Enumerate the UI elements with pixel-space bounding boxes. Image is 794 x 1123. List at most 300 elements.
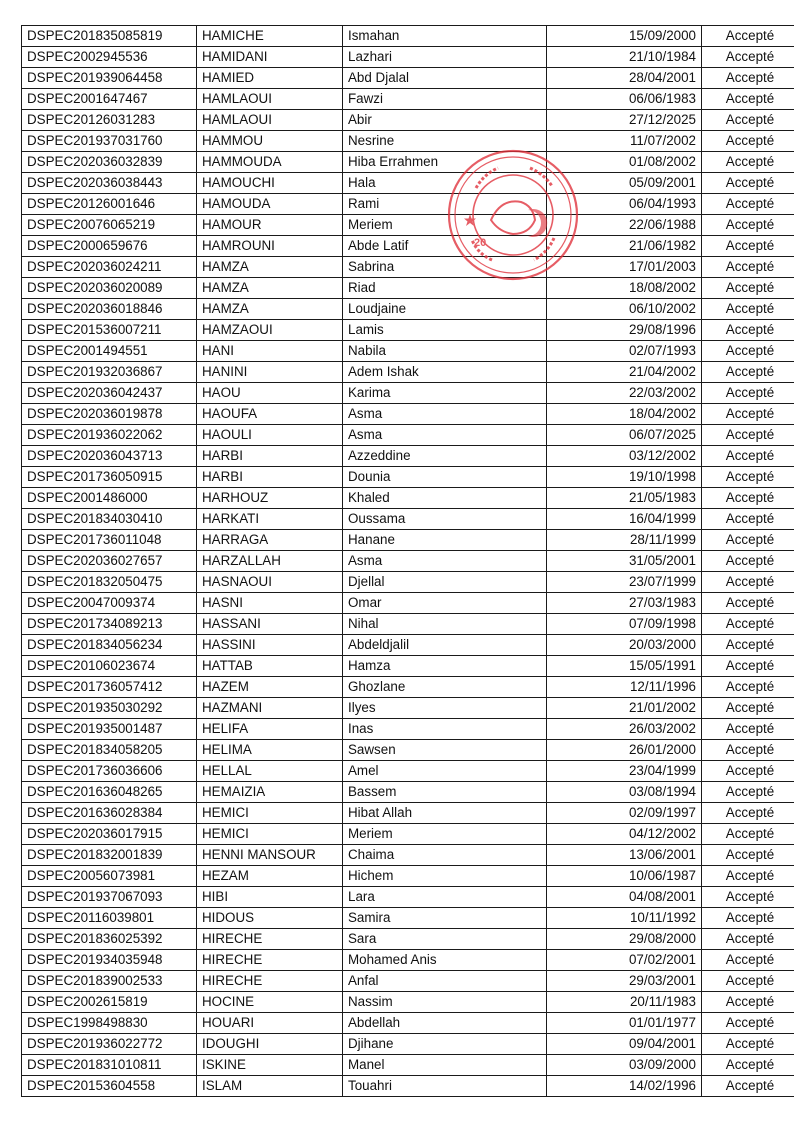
candidate-id-cell: DSPEC201935030292 <box>22 698 197 719</box>
candidate-id-cell: DSPEC202036032839 <box>22 152 197 173</box>
birth-date-cell: 06/10/2002 <box>547 299 702 320</box>
last-name-cell: HARZALLAH <box>197 551 343 572</box>
candidate-id-cell: DSPEC202036019878 <box>22 404 197 425</box>
candidate-id-cell: DSPEC202036017915 <box>22 824 197 845</box>
birth-date-cell: 02/07/1993 <box>547 341 702 362</box>
last-name-cell: HAMZA <box>197 257 343 278</box>
table-row <box>22 446 794 467</box>
status-cell: Accepté <box>702 26 794 47</box>
last-name-cell: HELLAL <box>197 761 343 782</box>
last-name-cell: ISKINE <box>197 1055 343 1076</box>
first-name-cell: Anfal <box>343 971 547 992</box>
table-row <box>22 257 794 278</box>
first-name-cell: Ismahan <box>343 26 547 47</box>
first-name-cell: Bassem <box>343 782 547 803</box>
status-cell: Accepté <box>702 782 794 803</box>
last-name-cell: HOCINE <box>197 992 343 1013</box>
birth-date-cell: 26/01/2000 <box>547 740 702 761</box>
status-cell: Accepté <box>702 887 794 908</box>
status-cell: Accepté <box>702 173 794 194</box>
first-name-cell: Meriem <box>343 824 547 845</box>
first-name-cell: Fawzi <box>343 89 547 110</box>
candidate-id-cell: DSPEC201834058205 <box>22 740 197 761</box>
birth-date-cell: 23/04/1999 <box>547 761 702 782</box>
first-name-cell: Lamis <box>343 320 547 341</box>
status-cell: Accepté <box>702 740 794 761</box>
table-row <box>22 908 794 929</box>
first-name-cell: Amel <box>343 761 547 782</box>
last-name-cell: HAOU <box>197 383 343 404</box>
status-cell: Accepté <box>702 1076 794 1097</box>
status-cell: Accepté <box>702 824 794 845</box>
first-name-cell: Mohamed Anis <box>343 950 547 971</box>
candidate-id-cell: DSPEC202036027657 <box>22 551 197 572</box>
candidate-id-cell: DSPEC201736050915 <box>22 467 197 488</box>
last-name-cell: HIRECHE <box>197 929 343 950</box>
candidate-id-cell: DSPEC2001486000 <box>22 488 197 509</box>
first-name-cell: Hichem <box>343 866 547 887</box>
status-cell: Accepté <box>702 614 794 635</box>
table-row <box>22 719 794 740</box>
birth-date-cell: 28/11/1999 <box>547 530 702 551</box>
first-name-cell: Lazhari <box>343 47 547 68</box>
table-row <box>22 1013 794 1034</box>
candidate-id-cell: DSPEC201937031760 <box>22 131 197 152</box>
birth-date-cell: 16/04/1999 <box>547 509 702 530</box>
first-name-cell: Karima <box>343 383 547 404</box>
last-name-cell: ISLAM <box>197 1076 343 1097</box>
last-name-cell: HIDOUS <box>197 908 343 929</box>
status-cell: Accepté <box>702 530 794 551</box>
table-row <box>22 173 794 194</box>
status-cell: Accepté <box>702 47 794 68</box>
candidate-id-cell: DSPEC201636048265 <box>22 782 197 803</box>
table-row <box>22 803 794 824</box>
birth-date-cell: 13/06/2001 <box>547 845 702 866</box>
birth-date-cell: 26/03/2002 <box>547 719 702 740</box>
last-name-cell: HIRECHE <box>197 950 343 971</box>
birth-date-cell: 31/05/2001 <box>547 551 702 572</box>
status-cell: Accepté <box>702 89 794 110</box>
birth-date-cell: 07/09/1998 <box>547 614 702 635</box>
first-name-cell: Manel <box>343 1055 547 1076</box>
last-name-cell: HAMLAOUI <box>197 110 343 131</box>
last-name-cell: HASNAOUI <box>197 572 343 593</box>
last-name-cell: HELIMA <box>197 740 343 761</box>
birth-date-cell: 29/08/2000 <box>547 929 702 950</box>
table-row <box>22 299 794 320</box>
candidates-table <box>21 25 794 1097</box>
table-row <box>22 1076 794 1097</box>
table-row <box>22 236 794 257</box>
birth-date-cell: 03/12/2002 <box>547 446 702 467</box>
candidate-id-cell: DSPEC20056073981 <box>22 866 197 887</box>
table-row <box>22 971 794 992</box>
birth-date-cell: 22/03/2002 <box>547 383 702 404</box>
candidate-id-cell: DSPEC2001647467 <box>22 89 197 110</box>
table-row <box>22 509 794 530</box>
status-cell: Accepté <box>702 950 794 971</box>
status-cell: Accepté <box>702 929 794 950</box>
candidate-id-cell: DSPEC2001494551 <box>22 341 197 362</box>
status-cell: Accepté <box>702 1034 794 1055</box>
table-row <box>22 992 794 1013</box>
last-name-cell: HEMICI <box>197 803 343 824</box>
status-cell: Accepté <box>702 383 794 404</box>
last-name-cell: HARKATI <box>197 509 343 530</box>
birth-date-cell: 17/01/2003 <box>547 257 702 278</box>
status-cell: Accepté <box>702 110 794 131</box>
birth-date-cell: 27/12/2025 <box>547 110 702 131</box>
candidate-id-cell: DSPEC20047009374 <box>22 593 197 614</box>
last-name-cell: HEMICI <box>197 824 343 845</box>
table-row <box>22 845 794 866</box>
first-name-cell: Sabrina <box>343 257 547 278</box>
status-cell: Accepté <box>702 152 794 173</box>
birth-date-cell: 18/04/2002 <box>547 404 702 425</box>
table-row <box>22 110 794 131</box>
first-name-cell: Asma <box>343 404 547 425</box>
table-row <box>22 572 794 593</box>
candidate-id-cell: DSPEC201936022772 <box>22 1034 197 1055</box>
first-name-cell: Samira <box>343 908 547 929</box>
last-name-cell: HOUARI <box>197 1013 343 1034</box>
last-name-cell: HAMICHE <box>197 26 343 47</box>
status-cell: Accepté <box>702 572 794 593</box>
first-name-cell: Hamza <box>343 656 547 677</box>
birth-date-cell: 03/08/1994 <box>547 782 702 803</box>
candidate-id-cell: DSPEC201734089213 <box>22 614 197 635</box>
first-name-cell: Djellal <box>343 572 547 593</box>
table-row <box>22 26 794 47</box>
first-name-cell: Abd Djalal <box>343 68 547 89</box>
first-name-cell: Azzeddine <box>343 446 547 467</box>
table-row <box>22 194 794 215</box>
first-name-cell: Inas <box>343 719 547 740</box>
birth-date-cell: 06/04/1993 <box>547 194 702 215</box>
birth-date-cell: 01/01/1977 <box>547 1013 702 1034</box>
first-name-cell: Meriem <box>343 215 547 236</box>
last-name-cell: HELIFA <box>197 719 343 740</box>
last-name-cell: HEZAM <box>197 866 343 887</box>
first-name-cell: Dounia <box>343 467 547 488</box>
birth-date-cell: 06/06/1983 <box>547 89 702 110</box>
last-name-cell: HASSANI <box>197 614 343 635</box>
status-cell: Accepté <box>702 320 794 341</box>
status-cell: Accepté <box>702 299 794 320</box>
first-name-cell: Loudjaine <box>343 299 547 320</box>
status-cell: Accepté <box>702 971 794 992</box>
status-cell: Accepté <box>702 467 794 488</box>
table-row <box>22 824 794 845</box>
status-cell: Accepté <box>702 845 794 866</box>
first-name-cell: Nesrine <box>343 131 547 152</box>
candidate-id-cell: DSPEC1998498830 <box>22 1013 197 1034</box>
status-cell: Accepté <box>702 194 794 215</box>
first-name-cell: Adem Ishak <box>343 362 547 383</box>
candidate-id-cell: DSPEC201835085819 <box>22 26 197 47</box>
first-name-cell: Ghozlane <box>343 677 547 698</box>
table-row <box>22 131 794 152</box>
birth-date-cell: 19/10/1998 <box>547 467 702 488</box>
table-row <box>22 950 794 971</box>
first-name-cell: Abde Latif <box>343 236 547 257</box>
status-cell: Accepté <box>702 131 794 152</box>
status-cell: Accepté <box>702 908 794 929</box>
candidate-id-cell: DSPEC201834056234 <box>22 635 197 656</box>
birth-date-cell: 15/05/1991 <box>547 656 702 677</box>
last-name-cell: IDOUGHI <box>197 1034 343 1055</box>
first-name-cell: Sara <box>343 929 547 950</box>
last-name-cell: HAMOUCHI <box>197 173 343 194</box>
status-cell: Accepté <box>702 1013 794 1034</box>
first-name-cell: Riad <box>343 278 547 299</box>
candidate-id-cell: DSPEC2000659676 <box>22 236 197 257</box>
status-cell: Accepté <box>702 215 794 236</box>
status-cell: Accepté <box>702 593 794 614</box>
candidate-id-cell: DSPEC201836025392 <box>22 929 197 950</box>
last-name-cell: HAMROUNI <box>197 236 343 257</box>
status-cell: Accepté <box>702 551 794 572</box>
birth-date-cell: 12/11/1996 <box>547 677 702 698</box>
last-name-cell: HENNI MANSOUR <box>197 845 343 866</box>
status-cell: Accepté <box>702 425 794 446</box>
first-name-cell: Sawsen <box>343 740 547 761</box>
last-name-cell: HAMOUDA <box>197 194 343 215</box>
candidate-id-cell: DSPEC20153604558 <box>22 1076 197 1097</box>
candidate-id-cell: DSPEC201834030410 <box>22 509 197 530</box>
birth-date-cell: 10/11/1992 <box>547 908 702 929</box>
candidate-id-cell: DSPEC201936022062 <box>22 425 197 446</box>
last-name-cell: HAMZA <box>197 278 343 299</box>
first-name-cell: Oussama <box>343 509 547 530</box>
birth-date-cell: 21/01/2002 <box>547 698 702 719</box>
status-cell: Accepté <box>702 761 794 782</box>
last-name-cell: HASSINI <box>197 635 343 656</box>
first-name-cell: Djihane <box>343 1034 547 1055</box>
first-name-cell: Rami <box>343 194 547 215</box>
last-name-cell: HARBI <box>197 467 343 488</box>
last-name-cell: HAMZAOUI <box>197 320 343 341</box>
table-row <box>22 866 794 887</box>
last-name-cell: HIRECHE <box>197 971 343 992</box>
candidate-id-cell: DSPEC201736036606 <box>22 761 197 782</box>
birth-date-cell: 29/03/2001 <box>547 971 702 992</box>
birth-date-cell: 15/09/2000 <box>547 26 702 47</box>
candidate-id-cell: DSPEC201932036867 <box>22 362 197 383</box>
last-name-cell: HAMIED <box>197 68 343 89</box>
last-name-cell: HANI <box>197 341 343 362</box>
first-name-cell: Hanane <box>343 530 547 551</box>
candidate-id-cell: DSPEC202036024211 <box>22 257 197 278</box>
table-row <box>22 593 794 614</box>
last-name-cell: HAMLAOUI <box>197 89 343 110</box>
table-row <box>22 152 794 173</box>
first-name-cell: Abdellah <box>343 1013 547 1034</box>
candidate-id-cell: DSPEC201536007211 <box>22 320 197 341</box>
first-name-cell: Khaled <box>343 488 547 509</box>
status-cell: Accepté <box>702 362 794 383</box>
last-name-cell: HAMZA <box>197 299 343 320</box>
status-cell: Accepté <box>702 341 794 362</box>
candidate-id-cell: DSPEC201832001839 <box>22 845 197 866</box>
candidate-id-cell: DSPEC20076065219 <box>22 215 197 236</box>
status-cell: Accepté <box>702 509 794 530</box>
candidate-id-cell: DSPEC201736057412 <box>22 677 197 698</box>
last-name-cell: HAMOUR <box>197 215 343 236</box>
table-row <box>22 929 794 950</box>
first-name-cell: Touahri <box>343 1076 547 1097</box>
status-cell: Accepté <box>702 446 794 467</box>
candidate-id-cell: DSPEC202036042437 <box>22 383 197 404</box>
table-row <box>22 383 794 404</box>
status-cell: Accepté <box>702 719 794 740</box>
last-name-cell: HAZEM <box>197 677 343 698</box>
status-cell: Accepté <box>702 257 794 278</box>
table-row <box>22 215 794 236</box>
first-name-cell: Asma <box>343 425 547 446</box>
first-name-cell: Abir <box>343 110 547 131</box>
first-name-cell: Lara <box>343 887 547 908</box>
status-cell: Accepté <box>702 488 794 509</box>
table-row <box>22 614 794 635</box>
birth-date-cell: 18/08/2002 <box>547 278 702 299</box>
candidate-id-cell: DSPEC201736011048 <box>22 530 197 551</box>
status-cell: Accepté <box>702 992 794 1013</box>
birth-date-cell: 27/03/1983 <box>547 593 702 614</box>
candidate-id-cell: DSPEC201935001487 <box>22 719 197 740</box>
last-name-cell: HARRAGA <box>197 530 343 551</box>
birth-date-cell: 20/11/1983 <box>547 992 702 1013</box>
table-row <box>22 278 794 299</box>
status-cell: Accepté <box>702 677 794 698</box>
table-row <box>22 740 794 761</box>
table-row <box>22 782 794 803</box>
first-name-cell: Nassim <box>343 992 547 1013</box>
status-cell: Accepté <box>702 278 794 299</box>
status-cell: Accepté <box>702 404 794 425</box>
birth-date-cell: 01/08/2002 <box>547 152 702 173</box>
birth-date-cell: 28/04/2001 <box>547 68 702 89</box>
first-name-cell: Hibat Allah <box>343 803 547 824</box>
candidate-id-cell: DSPEC20126031283 <box>22 110 197 131</box>
status-cell: Accepté <box>702 656 794 677</box>
last-name-cell: HAOULI <box>197 425 343 446</box>
status-cell: Accepté <box>702 866 794 887</box>
status-cell: Accepté <box>702 1055 794 1076</box>
birth-date-cell: 04/12/2002 <box>547 824 702 845</box>
birth-date-cell: 10/06/1987 <box>547 866 702 887</box>
table-row <box>22 404 794 425</box>
last-name-cell: HAOUFA <box>197 404 343 425</box>
candidate-id-cell: DSPEC201939064458 <box>22 68 197 89</box>
birth-date-cell: 21/04/2002 <box>547 362 702 383</box>
candidate-id-cell: DSPEC201839002533 <box>22 971 197 992</box>
table-row <box>22 635 794 656</box>
table-row <box>22 656 794 677</box>
status-cell: Accepté <box>702 236 794 257</box>
status-cell: Accepté <box>702 803 794 824</box>
table-row <box>22 551 794 572</box>
birth-date-cell: 14/02/1996 <box>547 1076 702 1097</box>
table-row <box>22 530 794 551</box>
table-row <box>22 68 794 89</box>
birth-date-cell: 20/03/2000 <box>547 635 702 656</box>
first-name-cell: Nabila <box>343 341 547 362</box>
candidates-table-body <box>22 26 794 1097</box>
table-row <box>22 1034 794 1055</box>
first-name-cell: Hala <box>343 173 547 194</box>
first-name-cell: Hiba Errahmen <box>343 152 547 173</box>
birth-date-cell: 21/05/1983 <box>547 488 702 509</box>
candidate-id-cell: DSPEC202036018846 <box>22 299 197 320</box>
birth-date-cell: 04/08/2001 <box>547 887 702 908</box>
candidate-id-cell: DSPEC20116039801 <box>22 908 197 929</box>
table-row <box>22 89 794 110</box>
table-row <box>22 698 794 719</box>
birth-date-cell: 05/09/2001 <box>547 173 702 194</box>
status-cell: Accepté <box>702 68 794 89</box>
candidate-id-cell: DSPEC20106023674 <box>22 656 197 677</box>
birth-date-cell: 07/02/2001 <box>547 950 702 971</box>
birth-date-cell: 21/06/1982 <box>547 236 702 257</box>
last-name-cell: HAMMOUDA <box>197 152 343 173</box>
table-row <box>22 887 794 908</box>
first-name-cell: Chaima <box>343 845 547 866</box>
candidate-id-cell: DSPEC201832050475 <box>22 572 197 593</box>
status-cell: Accepté <box>702 635 794 656</box>
table-row <box>22 362 794 383</box>
last-name-cell: HEMAIZIA <box>197 782 343 803</box>
candidate-id-cell: DSPEC202036020089 <box>22 278 197 299</box>
last-name-cell: HAMIDANI <box>197 47 343 68</box>
table-row <box>22 341 794 362</box>
table-row <box>22 425 794 446</box>
candidate-id-cell: DSPEC201636028384 <box>22 803 197 824</box>
first-name-cell: Ilyes <box>343 698 547 719</box>
birth-date-cell: 29/08/1996 <box>547 320 702 341</box>
birth-date-cell: 11/07/2002 <box>547 131 702 152</box>
candidate-id-cell: DSPEC2002615819 <box>22 992 197 1013</box>
table-row <box>22 1055 794 1076</box>
candidate-id-cell: DSPEC201934035948 <box>22 950 197 971</box>
candidate-id-cell: DSPEC201831010811 <box>22 1055 197 1076</box>
candidate-id-cell: DSPEC20126001646 <box>22 194 197 215</box>
first-name-cell: Abdeldjalil <box>343 635 547 656</box>
last-name-cell: HANINI <box>197 362 343 383</box>
birth-date-cell: 03/09/2000 <box>547 1055 702 1076</box>
candidate-id-cell: DSPEC201937067093 <box>22 887 197 908</box>
table-row <box>22 320 794 341</box>
official-seal-icon <box>446 148 580 282</box>
last-name-cell: HASNI <box>197 593 343 614</box>
birth-date-cell: 02/09/1997 <box>547 803 702 824</box>
first-name-cell: Nihal <box>343 614 547 635</box>
candidate-id-cell: DSPEC2002945536 <box>22 47 197 68</box>
birth-date-cell: 21/10/1984 <box>547 47 702 68</box>
last-name-cell: HAZMANI <box>197 698 343 719</box>
first-name-cell: Asma <box>343 551 547 572</box>
table-row <box>22 488 794 509</box>
candidate-id-cell: DSPEC202036038443 <box>22 173 197 194</box>
status-cell: Accepté <box>702 698 794 719</box>
table-row <box>22 677 794 698</box>
last-name-cell: HIBI <box>197 887 343 908</box>
birth-date-cell: 22/06/1988 <box>547 215 702 236</box>
last-name-cell: HAMMOU <box>197 131 343 152</box>
last-name-cell: HATTAB <box>197 656 343 677</box>
birth-date-cell: 09/04/2001 <box>547 1034 702 1055</box>
